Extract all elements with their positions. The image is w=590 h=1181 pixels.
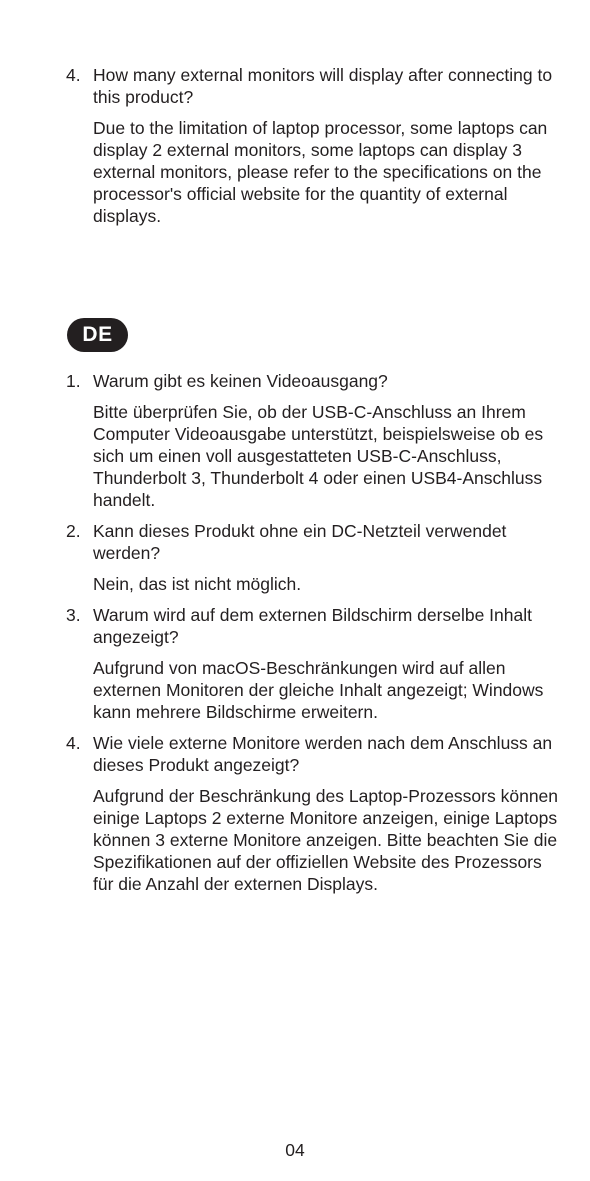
faq-item-content bbox=[93, 64, 566, 227]
faq-item-content bbox=[93, 370, 566, 511]
faq-question: Warum gibt es keinen Videoausgang? bbox=[93, 371, 388, 391]
faq-item bbox=[66, 64, 566, 227]
faq-answer: Due to the limitation of laptop processor, some laptops can display 2 external monitors, some laptops can display 3 external monitors, please refer to the specifications on the processor's official website for the quantity of external displays. bbox=[93, 118, 548, 226]
faq-item-number: 1. bbox=[66, 371, 81, 391]
faq-item bbox=[66, 732, 566, 895]
faq-item bbox=[66, 520, 566, 595]
faq-item bbox=[66, 604, 566, 723]
faq-answer: Bitte überprüfen Sie, ob der USB-C-Anschluss an Ihrem Computer Videoausgabe unterstützt, beispielsweise ob es sich um einen voll ausgestatteten USB-C-Anschluss, Thunderbolt 3, Thunderbolt 4 oder einen USB4-Anschluss handelt. bbox=[93, 402, 544, 510]
faq-item-number: 2. bbox=[66, 521, 81, 541]
faq-answer: Aufgrund der Beschränkung des Laptop-Prozessors können einige Laptops 2 externe Monitore anzeigen, einige Laptops können 3 externe Monitore anzeigen. Bitte beachten Sie die Spezifikationen auf der offiziellen Website des Prozessors für die Anzahl der externen Displays. bbox=[93, 786, 559, 894]
faq-section-de bbox=[66, 370, 566, 895]
faq-item bbox=[66, 370, 566, 511]
page-number: 04 bbox=[285, 1140, 305, 1160]
faq-section-en bbox=[66, 64, 566, 227]
faq-answer: Nein, das ist nicht möglich. bbox=[93, 574, 302, 594]
faq-item-number: 3. bbox=[66, 605, 81, 625]
faq-question: Wie viele externe Monitore werden nach dem Anschluss an dieses Produkt angezeigt? bbox=[93, 733, 553, 775]
faq-item-content bbox=[93, 520, 566, 595]
faq-item-content bbox=[93, 732, 566, 895]
faq-question: Warum wird auf dem externen Bildschirm derselbe Inhalt angezeigt? bbox=[93, 605, 532, 647]
faq-item-content bbox=[93, 604, 566, 723]
language-badge-de: DE bbox=[67, 318, 128, 352]
faq-question: How many external monitors will display after connecting to this product? bbox=[93, 65, 553, 107]
faq-item-number: 4. bbox=[66, 733, 81, 753]
faq-item-number: 4. bbox=[66, 65, 81, 85]
faq-answer: Aufgrund von macOS-Beschränkungen wird auf allen externen Monitoren der gleiche Inhalt angezeigt; Windows kann mehrere Bildschirme erweitern. bbox=[93, 658, 544, 722]
faq-question: Kann dieses Produkt ohne ein DC-Netzteil verwendet werden? bbox=[93, 521, 507, 563]
